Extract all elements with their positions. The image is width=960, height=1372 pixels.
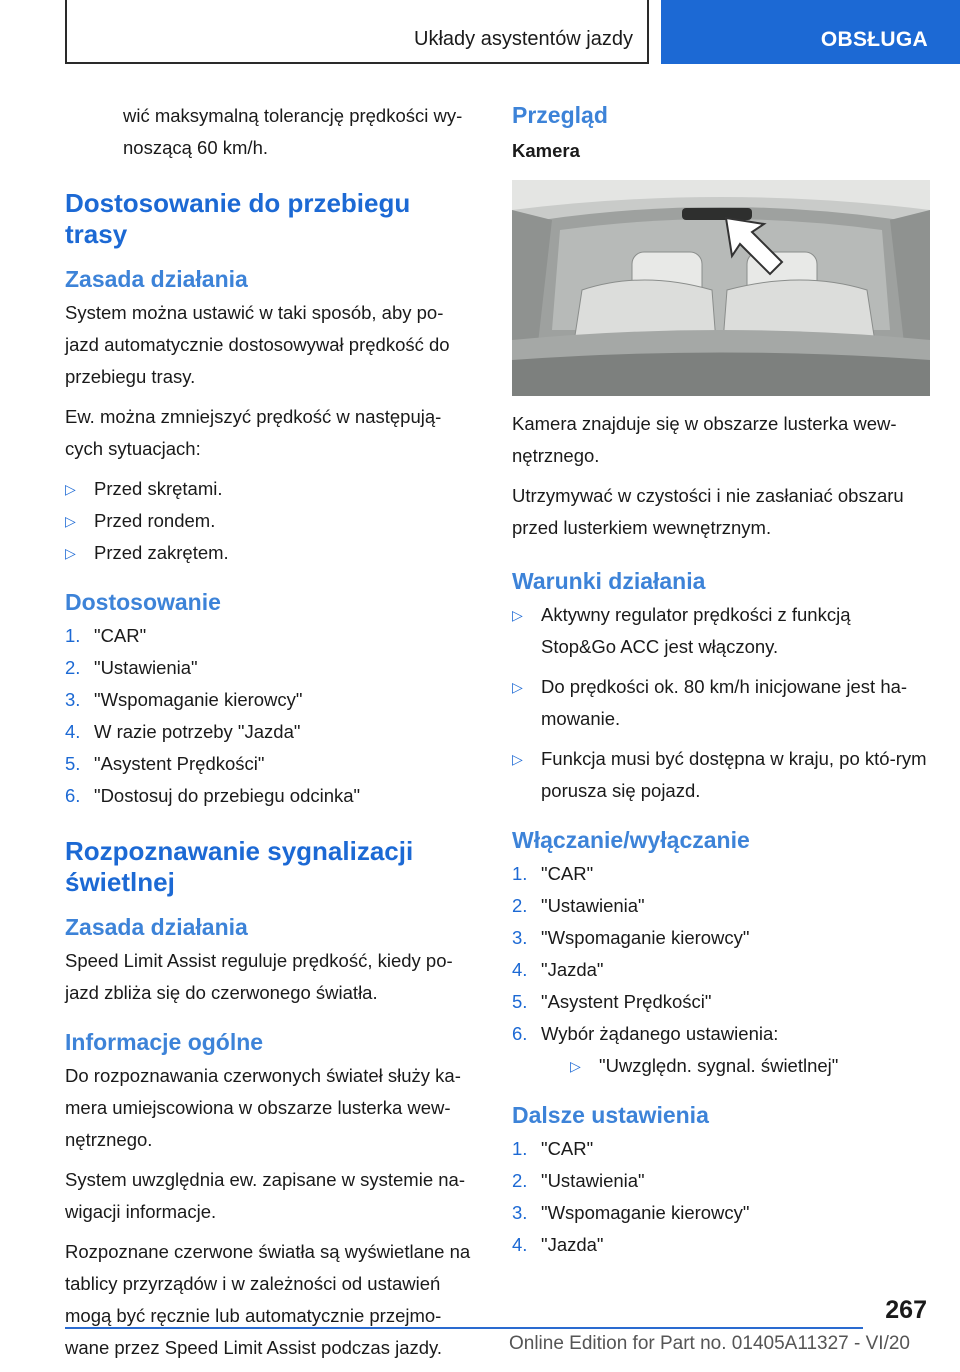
triangle-bullet-icon: ▷ — [512, 679, 523, 695]
list-item: ▷ "Uwzględn. sygnal. świetlnej" — [570, 1050, 930, 1082]
triangle-bullet-icon: ▷ — [65, 481, 76, 497]
list-item: 5. "Asystent Prędkości" — [512, 991, 712, 1012]
list-item: ▷ Przed rondem. — [65, 505, 477, 537]
intro-paragraph: wić maksymalną tolerancję prędkości wy-noszącą 60 km/h. — [123, 105, 463, 158]
triangle-bullet-icon: ▷ — [512, 751, 523, 767]
heading-overview: Przegląd — [512, 102, 608, 128]
list-item: ▷ Funkcja musi być dostępna w kraju, po któ-rym porusza się pojazd. — [512, 743, 930, 807]
footer-divider — [65, 1327, 863, 1329]
triangle-bullet-icon: ▷ — [512, 607, 523, 623]
heading-principle-2: Zasada działania — [65, 914, 248, 940]
list-item: ▷ Przed skrętami. — [65, 473, 477, 505]
list-item: 2. "Ustawienia" — [512, 1170, 645, 1191]
camera-label: Kamera — [512, 140, 580, 161]
list-item: ▷ Przed zakrętem. — [65, 537, 477, 569]
header-chapter-tab — [661, 0, 960, 64]
right-column — [512, 100, 930, 1269]
list-item: 5. "Asystent Prędkości" — [65, 753, 265, 774]
list-item: ▷ Do prędkości ok. 80 km/h inicjowane jest ha-mowanie. — [512, 671, 930, 735]
list-item: 2. "Ustawienia" — [65, 657, 198, 678]
onoff-steps-list — [512, 858, 930, 1082]
list-item: 3. "Wspomaganie kierowcy" — [512, 927, 750, 948]
list-item: 3. "Wspomaganie kierowcy" — [512, 1202, 750, 1223]
triangle-bullet-icon: ▷ — [570, 1058, 581, 1074]
list-item: 4. W razie potrzeby "Jazda" — [65, 721, 301, 742]
header-section-box — [65, 0, 649, 64]
paragraph: Rozpoznane czerwone światła są wyświetlane na tablicy przyrządów i w zależności od ustawień mogą być ręcznie lub automatycznie przejmo-wane przez Speed Limit Assist podczas jazdy. — [65, 1241, 471, 1358]
heading-route-adaptation: Dostosowanie do przebiegu trasy — [65, 188, 411, 249]
paragraph: Speed Limit Assist reguluje prędkość, kiedy po-jazd zbliża się do czerwonego światła. — [65, 950, 453, 1003]
list-item: 1. "CAR" — [512, 863, 594, 884]
footer-edition: Online Edition for Part no. 01405A11327 - VI/20 — [508, 1333, 910, 1354]
heading-further-settings: Dalsze ustawienia — [512, 1102, 709, 1128]
paragraph: System można ustawić w taki sposób, aby po-jazd automatycznie dostosowywał prędkość do przebiegu trasy. — [65, 302, 450, 387]
heading-on-off: Włączanie/wyłączanie — [512, 827, 750, 853]
heading-operating-conditions: Warunki działania — [512, 568, 706, 594]
heading-general-info: Informacje ogólne — [65, 1029, 264, 1055]
paragraph: Ew. można zmniejszyć prędkość w następują-cych sytuacjach: — [65, 406, 442, 459]
header-section-title: Układy asystentów jazdy — [414, 28, 633, 50]
left-column — [65, 100, 477, 1372]
paragraph: Kamera znajduje się w obszarze lusterka wew-nętrznego. — [512, 413, 897, 466]
list-item: 4. "Jazda" — [512, 959, 604, 980]
triangle-bullet-icon: ▷ — [65, 545, 76, 561]
camera-location-illustration — [512, 180, 930, 396]
list-item: 6. "Dostosuj do przebiegu odcinka" — [65, 785, 361, 806]
page-number: 267 — [885, 1296, 927, 1324]
paragraph: System uwzględnia ew. zapisane w systemie na-wigacji informacje. — [65, 1169, 465, 1222]
sub-list — [541, 1050, 930, 1082]
conditions-list — [512, 599, 930, 807]
heading-adjustment: Dostosowanie — [65, 589, 221, 615]
list-item: 2. "Ustawienia" — [512, 895, 645, 916]
list-item: 4. "Jazda" — [512, 1234, 604, 1255]
triangle-bullet-icon: ▷ — [65, 513, 76, 529]
list-item: 3. "Wspomaganie kierowcy" — [65, 689, 303, 710]
bullet-list — [65, 473, 477, 569]
heading-traffic-light-recognition: Rozpoznawanie sygnalizacji świetlnej — [65, 836, 414, 897]
header-chapter-label: OBSŁUGA — [820, 28, 928, 51]
list-item: ▷ Aktywny regulator prędkości z funkcją Stop&Go ACC jest włączony. — [512, 599, 930, 663]
more-steps-list — [512, 1133, 930, 1261]
list-item: 6. Wybór żądanego ustawienia: ▷ "Uwzględn. sygnal. świetlnej" — [512, 1018, 930, 1082]
paragraph: Utrzymywać w czystości i nie zasłaniać obszaru przed lusterkiem wewnętrznym. — [512, 485, 904, 538]
paragraph: Do rozpoznawania czerwonych świateł służy ka-mera umiejscowiona w obszarze lusterka wew-nętrznego. — [65, 1065, 461, 1150]
list-item: 1. "CAR" — [65, 625, 147, 646]
steps-list — [65, 620, 477, 812]
heading-principle: Zasada działania — [65, 266, 248, 292]
list-item: 1. "CAR" — [512, 1138, 594, 1159]
